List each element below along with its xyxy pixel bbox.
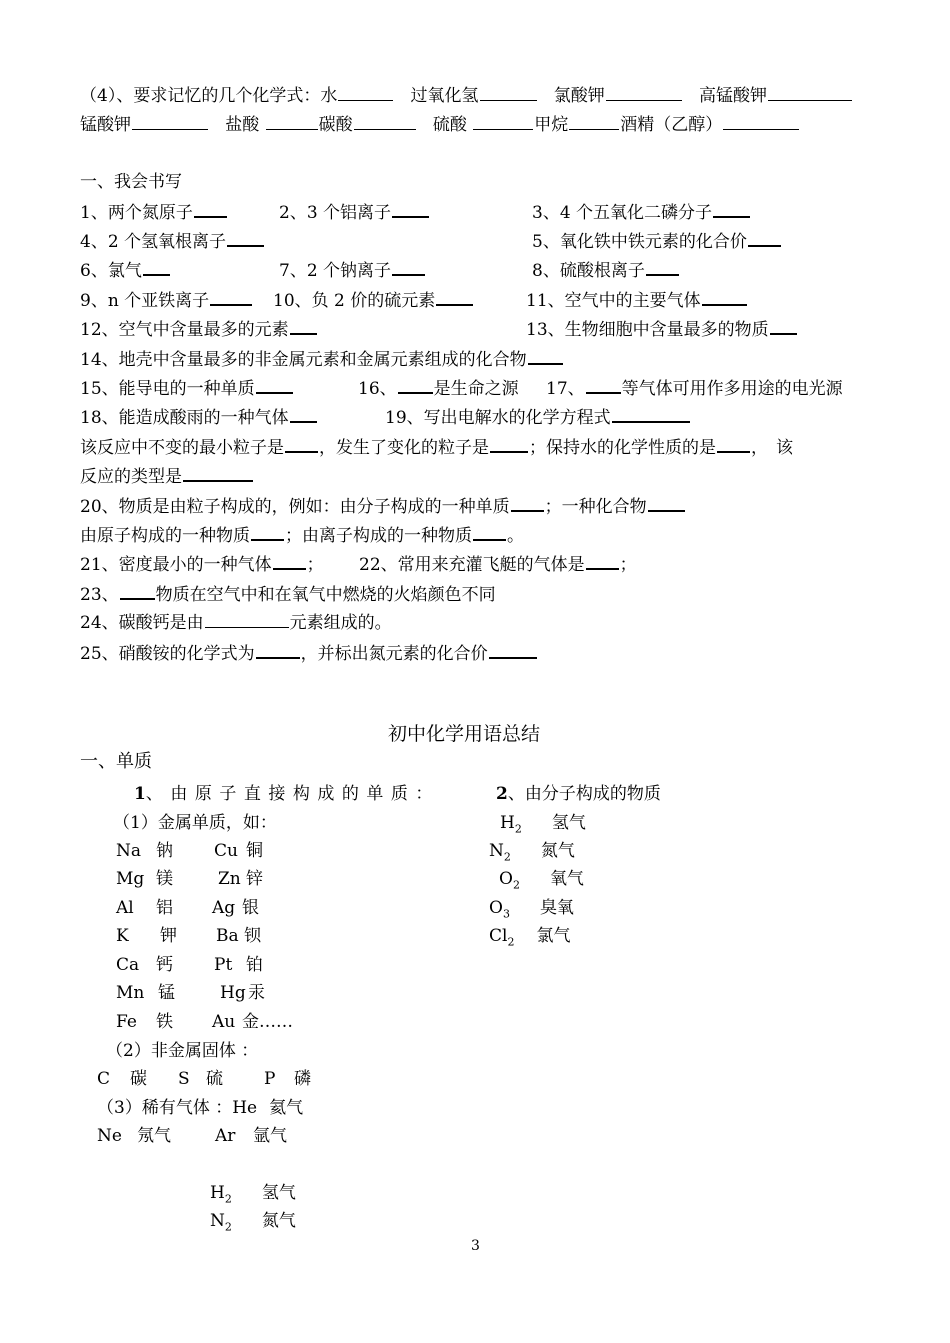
- list-item: [500, 812, 586, 840]
- element-name: 铜: [246, 841, 263, 861]
- element-name: 铁: [156, 1012, 173, 1032]
- element-symbol: Ag: [212, 898, 236, 918]
- question-text: 16、: [358, 379, 397, 399]
- answer-blank[interactable]: [770, 317, 797, 335]
- answer-blank[interactable]: [586, 552, 619, 570]
- formula-subscript: 2: [514, 822, 522, 836]
- answer-blank[interactable]: [612, 405, 690, 423]
- substance-name: 氧气: [549, 869, 584, 889]
- q4-line2: [80, 113, 800, 136]
- question-text: 15、能导电的一种单质: [80, 379, 255, 399]
- question-6: [80, 258, 171, 282]
- question-text: 由原子构成的一种物质: [80, 526, 250, 546]
- list-item: [116, 897, 259, 919]
- question-19-type: [80, 464, 254, 488]
- element-name: 钙: [156, 955, 173, 975]
- element-symbol: Zn: [218, 869, 241, 889]
- list-item: [499, 868, 584, 896]
- list-item: [116, 1011, 293, 1033]
- page-number: 3: [471, 1238, 480, 1254]
- answer-blank[interactable]: [490, 435, 528, 453]
- question-text: ，该: [751, 438, 801, 458]
- question-text: 元素组成的。: [289, 613, 392, 633]
- question-text: 23、: [80, 585, 119, 605]
- question-text: 6、氯气: [80, 261, 142, 281]
- element-name: 铝: [156, 898, 173, 918]
- element-name: 钠: [156, 841, 173, 861]
- formula-subscript: 2: [507, 935, 515, 949]
- answer-blank[interactable]: [569, 113, 619, 130]
- question-text: 20、物质是由粒子构成的，例如：由分子构成的一种单质: [80, 497, 510, 517]
- answer-blank[interactable]: [646, 258, 679, 276]
- answer-blank[interactable]: [436, 288, 473, 306]
- substance-name: 氯气: [536, 926, 571, 946]
- element-name: 碳: [130, 1069, 147, 1089]
- element-symbol: Ne: [97, 1126, 122, 1146]
- question-text: 22、常用来充灌飞艇的气体是: [359, 555, 585, 575]
- question-text: 1、两个氮原子: [80, 203, 193, 223]
- answer-blank[interactable]: [648, 494, 685, 512]
- element-symbol: Fe: [116, 1012, 137, 1032]
- question-text: 物质在空气中和在氧气中燃烧的火焰颜色不同: [155, 585, 496, 605]
- question-text: 7、2 个钠离子: [279, 261, 392, 281]
- element-symbol: Cu: [214, 841, 238, 861]
- col1-title: [134, 783, 440, 805]
- question-3: [532, 200, 751, 224]
- question-text: 17、: [546, 379, 585, 399]
- question-2: [279, 200, 430, 224]
- question-text: 12、空气中含量最多的元素: [80, 320, 289, 340]
- question-1: [80, 200, 228, 224]
- question-text: 10、负 2 价的硫元素: [273, 291, 436, 311]
- answer-blank[interactable]: [143, 258, 170, 276]
- element-symbol: S: [178, 1069, 190, 1089]
- formula-subscript: 2: [512, 878, 520, 892]
- list-item: [116, 840, 263, 862]
- answer-blank[interactable]: [713, 200, 750, 218]
- q4-text: 高锰酸钾: [698, 86, 767, 106]
- element-symbol: Mn: [116, 983, 145, 1003]
- formula-subscript: 3: [502, 907, 510, 921]
- element-symbol: Na: [116, 841, 142, 861]
- q4-text: 氯酸钾: [553, 86, 605, 106]
- answer-blank[interactable]: [285, 435, 318, 453]
- list-item: [210, 1182, 296, 1210]
- question-16: [358, 376, 519, 400]
- formula: O: [489, 898, 503, 918]
- element-name: 金……: [242, 1012, 293, 1032]
- question-9: [80, 288, 253, 312]
- element-symbol: C: [97, 1069, 111, 1089]
- answer-blank[interactable]: [354, 113, 416, 130]
- question-text: 24、碳酸钙是由: [80, 613, 204, 633]
- question-text: 11、空气中的主要气体: [526, 291, 701, 311]
- answer-blank[interactable]: [132, 113, 208, 130]
- question-12: [80, 317, 318, 341]
- question-text: 是生命之源: [433, 379, 519, 399]
- col1-number: 1: [134, 784, 146, 804]
- noble-title: [97, 1097, 303, 1119]
- answer-blank[interactable]: [338, 84, 393, 101]
- element-name: 氦气: [269, 1098, 304, 1118]
- nonmetal-list: [97, 1068, 311, 1090]
- answer-blank[interactable]: [398, 376, 433, 394]
- noble-list: [97, 1125, 287, 1147]
- answer-blank[interactable]: [205, 611, 289, 628]
- answer-blank[interactable]: [489, 641, 537, 659]
- q4-text: （4）、要求记忆的几个化学式：水: [80, 86, 338, 106]
- nonmetal-title: （2）非金属固体 ：: [106, 1041, 259, 1061]
- question-text: 18、能造成酸雨的一种气体: [80, 408, 289, 428]
- formula-subscript: 2: [224, 1192, 232, 1206]
- list-item: [116, 982, 265, 1004]
- element-symbol: Hg: [220, 983, 246, 1003]
- list-item: [116, 868, 263, 890]
- q4-text: 锰酸钾: [80, 115, 131, 135]
- answer-blank[interactable]: [256, 641, 300, 659]
- element-symbol: K: [116, 926, 129, 946]
- answer-blank[interactable]: [528, 347, 563, 365]
- question-text: 14、地壳中含量最多的非金属元素和金属元素组成的化合物: [80, 350, 527, 370]
- answer-blank[interactable]: [768, 84, 852, 101]
- section-heading: 一、我会书写: [80, 172, 182, 192]
- answer-blank[interactable]: [290, 405, 317, 423]
- answer-blank[interactable]: [392, 258, 425, 276]
- question-11: [526, 288, 748, 312]
- question-text: 13、生物细胞中含量最多的物质: [526, 320, 769, 340]
- question-text: 8、硫酸根离子: [532, 261, 645, 281]
- element-name: 银: [242, 898, 259, 918]
- answer-blank[interactable]: [273, 552, 306, 570]
- element-symbol: P: [264, 1069, 276, 1089]
- metal-title: （1）金属单质，如：: [113, 813, 277, 833]
- question-text: 反应的类型是: [80, 467, 182, 487]
- question-19: [385, 405, 691, 429]
- element-name: 铂: [246, 955, 263, 975]
- answer-blank[interactable]: [511, 494, 544, 512]
- formula-subscript: 2: [224, 1220, 232, 1234]
- answer-blank[interactable]: [120, 582, 155, 600]
- answer-blank[interactable]: [606, 84, 682, 101]
- question-13: [526, 317, 798, 341]
- q4-text: 甲烷: [534, 115, 569, 135]
- question-text: 4、2 个氢氧根离子: [80, 232, 227, 252]
- question-17: [546, 376, 843, 400]
- q4-text: 硫酸: [432, 115, 467, 135]
- list-item: [489, 925, 570, 953]
- list-item: [210, 1210, 296, 1238]
- list-item: [489, 897, 574, 925]
- substance-name: 氢气: [551, 813, 586, 833]
- answer-blank[interactable]: [183, 464, 253, 482]
- substance-name: 氮气: [261, 1211, 296, 1231]
- element-name: 汞: [248, 983, 265, 1003]
- question-text: ；: [619, 555, 637, 575]
- element-name: 氩气: [253, 1126, 287, 1146]
- question-text: 3、4 个五氧化二磷分子: [532, 203, 713, 223]
- question-text: 该反应中不变的最小粒子是: [80, 438, 284, 458]
- answer-blank[interactable]: [251, 523, 284, 541]
- element-name: 磷: [294, 1069, 311, 1089]
- element-symbol: Ar: [215, 1126, 236, 1146]
- substance-name: 氢气: [261, 1183, 296, 1203]
- question-20: [80, 494, 686, 518]
- summary-title: 初中化学用语总结: [388, 723, 541, 745]
- question-4: [80, 229, 265, 253]
- question-15: [80, 376, 294, 400]
- question-18: [80, 405, 318, 429]
- answer-blank[interactable]: [210, 288, 252, 306]
- formula: N: [210, 1211, 225, 1231]
- element-name: 钾: [160, 926, 177, 946]
- question-text: 等气体可用作多用途的电光源: [621, 379, 843, 399]
- answer-blank[interactable]: [194, 200, 227, 218]
- element-name: 锰: [158, 983, 175, 1003]
- q4-text: 过氧化氢: [410, 86, 479, 106]
- question-25: [80, 641, 538, 665]
- question-text: 9、n 个亚铁离子: [80, 291, 210, 311]
- answer-blank[interactable]: [473, 523, 506, 541]
- answer-blank[interactable]: [227, 229, 264, 247]
- answer-blank[interactable]: [290, 317, 317, 335]
- answer-blank[interactable]: [473, 113, 533, 130]
- element-symbol: Ba: [216, 926, 239, 946]
- list-item: [116, 954, 263, 976]
- question-text: 19、写出电解水的化学方程式: [385, 408, 611, 428]
- question-14: [80, 347, 564, 371]
- answer-blank[interactable]: [256, 376, 293, 394]
- summary-heading: 一、单质: [80, 751, 152, 772]
- question-20-continued: [80, 523, 524, 547]
- answer-blank[interactable]: [702, 288, 747, 306]
- question-text: ；: [306, 555, 324, 575]
- q4-text: 酒精（乙醇）: [620, 115, 723, 135]
- question-7: [279, 258, 426, 282]
- element-symbol: Au: [212, 1012, 236, 1032]
- formula: H: [210, 1183, 225, 1203]
- formula: O: [499, 869, 513, 889]
- answer-blank[interactable]: [586, 376, 621, 394]
- formula: H: [500, 813, 515, 833]
- element-symbol: Ca: [116, 955, 140, 975]
- question-10: [273, 288, 474, 312]
- question-text: 2、3 个铝离子: [279, 203, 392, 223]
- answer-blank[interactable]: [748, 229, 781, 247]
- col2-number: 2: [496, 784, 508, 804]
- answer-blank[interactable]: [392, 200, 429, 218]
- question-text: ；保持水的化学性质的是: [529, 438, 716, 458]
- col1-text: 、由原子直接构成的单质：: [145, 784, 440, 804]
- col2-title: [496, 783, 661, 805]
- question-5: [532, 229, 782, 253]
- element-name: 钡: [244, 926, 261, 946]
- question-text: 5、氧化铁中铁元素的化合价: [532, 232, 747, 252]
- q4-line1: [80, 84, 853, 107]
- question-text: 。: [507, 526, 524, 546]
- element-name: 硫: [206, 1069, 223, 1089]
- q4-text: 碳酸: [318, 115, 353, 135]
- question-text: ，发生了变化的粒子是: [319, 438, 489, 458]
- question-text: ，并标出氮元素的化合价: [300, 644, 488, 664]
- question-text: ；一种化合物: [544, 497, 647, 517]
- question-21: [80, 552, 324, 576]
- element-name: 镁: [156, 869, 173, 889]
- formula: N: [489, 841, 504, 861]
- question-text: ；由离子构成的一种物质: [285, 526, 472, 546]
- question-text: 21、密度最小的一种气体: [80, 555, 272, 575]
- formula-subscript: 2: [503, 850, 511, 864]
- element-name: 氖气: [137, 1126, 171, 1146]
- noble-title-text: （3）稀有气体 ：He: [97, 1098, 258, 1118]
- substance-name: 氮气: [540, 841, 575, 861]
- answer-blank[interactable]: [266, 113, 318, 130]
- question-19-continued: [80, 435, 801, 459]
- answer-blank[interactable]: [480, 84, 537, 101]
- col2-text: 、由分子构成的物质: [507, 784, 661, 804]
- element-symbol: Mg: [116, 869, 145, 889]
- list-item: [489, 840, 575, 868]
- substance-name: 臭氧: [539, 898, 574, 918]
- question-22: [359, 552, 637, 576]
- answer-blank[interactable]: [723, 113, 799, 130]
- question-text: 25、硝酸铵的化学式为: [80, 644, 255, 664]
- element-symbol: Al: [116, 898, 134, 918]
- question-8: [532, 258, 680, 282]
- element-symbol: Pt: [214, 955, 233, 975]
- answer-blank[interactable]: [717, 435, 750, 453]
- formula: Cl: [489, 926, 508, 946]
- list-item: [116, 925, 261, 947]
- question-23: [80, 582, 496, 606]
- question-24: [80, 611, 392, 634]
- q4-text: 盐酸: [225, 115, 260, 135]
- element-name: 锌: [246, 869, 263, 889]
